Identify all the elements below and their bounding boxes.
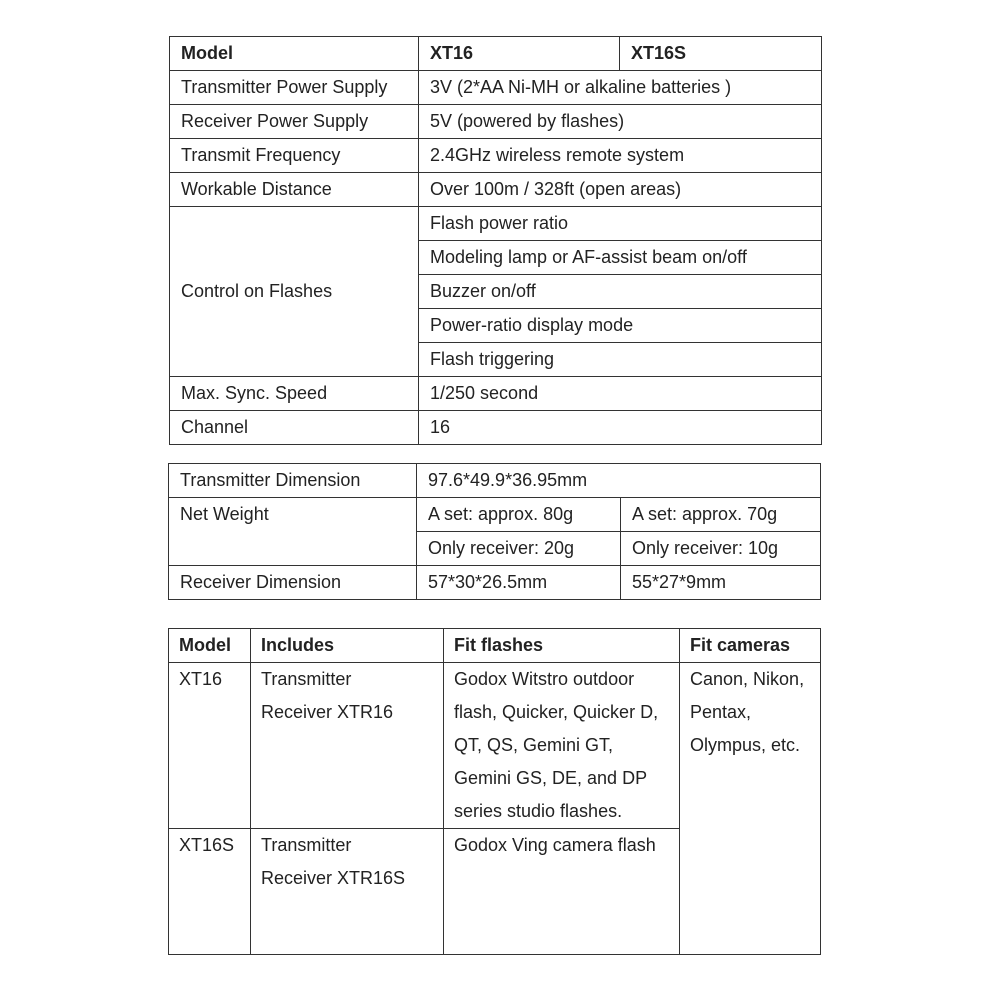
transmitter-power-value: 3V (2*AA Ni-MH or alkaline batteries ) xyxy=(419,71,822,105)
control-item: Power-ratio display mode xyxy=(419,309,822,343)
fit-cameras-line: Olympus, etc. xyxy=(690,735,801,755)
control-label: Control on Flashes xyxy=(170,207,419,377)
channel-value: 16 xyxy=(419,411,822,445)
fit-flashes-cell xyxy=(444,663,680,829)
xt16-receiver-dimension: 57*30*26.5mm xyxy=(417,566,621,600)
model-cell xyxy=(169,829,251,955)
xt16-header: XT16 xyxy=(419,37,620,71)
spec-header-row xyxy=(170,37,822,71)
control-item: Modeling lamp or AF-assist beam on/off xyxy=(419,241,822,275)
includes-line: Receiver XTR16 xyxy=(261,702,394,722)
fit-flashes-line: Godox Ving camera flash xyxy=(454,835,656,855)
net-weight-label: Net Weight xyxy=(169,498,417,566)
distance-value: Over 100m / 328ft (open areas) xyxy=(419,173,822,207)
fit-flashes-cell xyxy=(444,829,680,955)
table-row xyxy=(170,377,822,411)
transmitter-dimension-label: Transmitter Dimension xyxy=(169,464,417,498)
fit-flashes-header: Fit flashes xyxy=(444,629,680,663)
model-cell xyxy=(169,663,251,829)
frequency-label: Transmit Frequency xyxy=(170,139,419,173)
control-item: Flash power ratio xyxy=(419,207,822,241)
includes-line: Receiver XTR16S xyxy=(261,868,406,888)
fit-cameras-line: Pentax, xyxy=(690,702,752,722)
model-header: Model xyxy=(169,629,251,663)
channel-label: Channel xyxy=(170,411,419,445)
table-row xyxy=(170,207,822,241)
table-row xyxy=(170,105,822,139)
includes-cell xyxy=(251,663,444,829)
table-row xyxy=(169,464,821,498)
transmitter-dimension-value: 97.6*49.9*36.95mm xyxy=(417,464,821,498)
fit-cameras-line: Canon, Nikon, xyxy=(690,669,805,689)
table-row xyxy=(169,498,821,532)
table-row xyxy=(170,173,822,207)
distance-label: Workable Distance xyxy=(170,173,419,207)
includes-line: Transmitter xyxy=(261,835,352,855)
xt16s-receiver-weight: Only receiver: 10g xyxy=(621,532,821,566)
spec-table xyxy=(169,36,822,445)
compat-table xyxy=(168,628,821,955)
transmitter-power-label: Transmitter Power Supply xyxy=(170,71,419,105)
xt16s-receiver-dimension: 55*27*9mm xyxy=(621,566,821,600)
table-row xyxy=(170,411,822,445)
xt16-set-weight: A set: approx. 80g xyxy=(417,498,621,532)
table-row xyxy=(170,139,822,173)
frequency-value: 2.4GHz wireless remote system xyxy=(419,139,822,173)
fit-cameras-cell xyxy=(680,663,821,955)
fit-flashes-line: series studio flashes. xyxy=(454,801,623,821)
fit-flashes-line: Godox Witstro outdoor xyxy=(454,669,635,689)
fit-cameras-header: Fit cameras xyxy=(680,629,821,663)
sync-speed-label: Max. Sync. Speed xyxy=(170,377,419,411)
receiver-power-value: 5V (powered by flashes) xyxy=(419,105,822,139)
dimension-table xyxy=(168,463,821,600)
fit-flashes-line: QT, QS, Gemini GT, xyxy=(454,735,614,755)
receiver-dimension-label: Receiver Dimension xyxy=(169,566,417,600)
table-row xyxy=(169,663,821,829)
compat-header-row xyxy=(169,629,821,663)
table-row xyxy=(170,71,822,105)
model-name: XT16 xyxy=(179,669,223,689)
includes-cell xyxy=(251,829,444,955)
receiver-power-label: Receiver Power Supply xyxy=(170,105,419,139)
xt16s-header: XT16S xyxy=(620,37,822,71)
model-header: Model xyxy=(170,37,419,71)
includes-header: Includes xyxy=(251,629,444,663)
control-item: Flash triggering xyxy=(419,343,822,377)
table-row xyxy=(169,566,821,600)
model-name: XT16S xyxy=(179,835,235,855)
includes-line: Transmitter xyxy=(261,669,352,689)
xt16-receiver-weight: Only receiver: 20g xyxy=(417,532,621,566)
sync-speed-value: 1/250 second xyxy=(419,377,822,411)
fit-flashes-line: Gemini GS, DE, and DP xyxy=(454,768,648,788)
xt16s-set-weight: A set: approx. 70g xyxy=(621,498,821,532)
fit-flashes-line: flash, Quicker, Quicker D, xyxy=(454,702,659,722)
control-item: Buzzer on/off xyxy=(419,275,822,309)
